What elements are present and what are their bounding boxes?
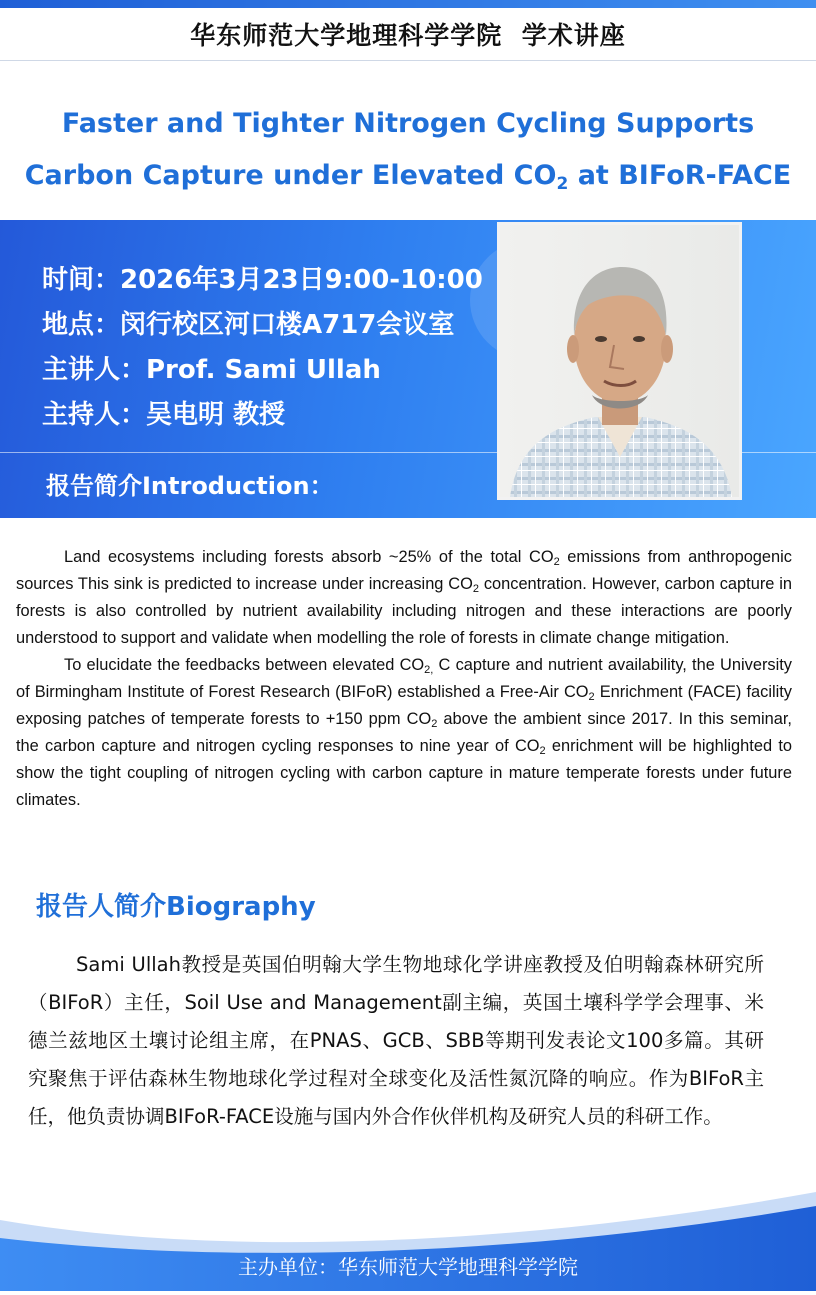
event-host: 主持人：吴电明 教授	[42, 400, 286, 430]
header-event-type: 学术讲座	[521, 21, 626, 50]
intro-p2-segment: enrichment will be highlighted to show the tight coupling of nitrogen cycling with carbon capture in mature temperate forests under future climates.	[16, 737, 792, 809]
event-speaker: 主讲人：Prof. Sami Ullah	[42, 355, 381, 385]
intro-p2-segment: Enrichment (FACE) facility exposing patches of temperate forests to +150 ppm CO	[16, 683, 792, 728]
title-line-1: Faster and Tighter Nitrogen Cycling Supports	[61, 108, 755, 139]
intro-heading: 报告简介Introduction：	[46, 472, 334, 500]
intro-p1-segment: Land ecosystems including forests absorb ~25% of the total CO	[64, 548, 554, 566]
intro-p2-subscript: 2	[539, 745, 546, 757]
title-line-2-end: at BIFoR-FACE	[568, 160, 792, 191]
header-institution: 华东师范大学地理科学学院	[190, 21, 503, 50]
event-time: 时间：2026年3月23日9:00-10:00	[42, 265, 483, 295]
introduction-text	[16, 544, 792, 814]
intro-p2-segment: C capture and nutrient availability, the University of Birmingham Institute of Forest Research (BIFoR) established a Free-Air CO	[16, 656, 792, 701]
intro-p1-subscript: 2	[472, 583, 479, 595]
title-line-2	[0, 150, 816, 210]
event-info	[42, 258, 483, 438]
intro-p1-subscript: 2	[553, 556, 560, 568]
intro-p1-segment: emissions from anthropogenic sources This sink is predicted to increase under increasing CO	[16, 548, 792, 593]
page-header	[0, 8, 816, 61]
top-accent-bar	[0, 0, 816, 8]
event-place: 地点：闵行校区河口楼A717会议室	[42, 310, 455, 340]
title-line-2-text: Carbon Capture under Elevated CO	[24, 160, 557, 191]
biography-heading: 报告人简介Biography	[36, 892, 316, 922]
lecture-title	[0, 98, 816, 210]
intro-paragraph-1	[16, 544, 792, 652]
intro-p2-segment: above the ambient since 2017. In this seminar, the carbon capture and nitrogen cycling responses to nine year of CO	[16, 710, 792, 755]
intro-p2-segment: To elucidate the feedbacks between elevated CO	[64, 656, 425, 674]
organizer: 主办单位：华东师范大学地理科学学院	[238, 1255, 578, 1279]
biography-text: Sami Ullah教授是英国伯明翰大学生物地球化学讲座教授及伯明翰森林研究所（BIFoR）主任，Soil Use and Management副主编，英国土壤科学学会理事、米德兰兹地区土壤讨论组主席，在PNAS、GCB、SBB等期刊发表论文100多篇。其研究聚焦于评估森林生物地球化学过程对全球变化及活性氮沉降的响应。作为BIFoR主任，他负责协调BIFoR-FACE设施与国内外合作伙伴机构及研究人员的科研工作。	[28, 953, 764, 1128]
title-subscript: 2	[556, 174, 569, 194]
intro-paragraph-2	[16, 652, 792, 814]
speaker-photo	[497, 222, 742, 500]
intro-p2-subscript: 2	[588, 691, 595, 703]
intro-p1-segment: concentration. However, carbon capture in forests is also controlled by nutrient availability including nitrogen and these interactions are poorly understood to support and validate when modelling the role of forests in climate change mitigation.	[16, 575, 792, 647]
intro-p2-subscript: 2,	[424, 664, 434, 676]
intro-p2-subscript: 2	[431, 718, 438, 730]
